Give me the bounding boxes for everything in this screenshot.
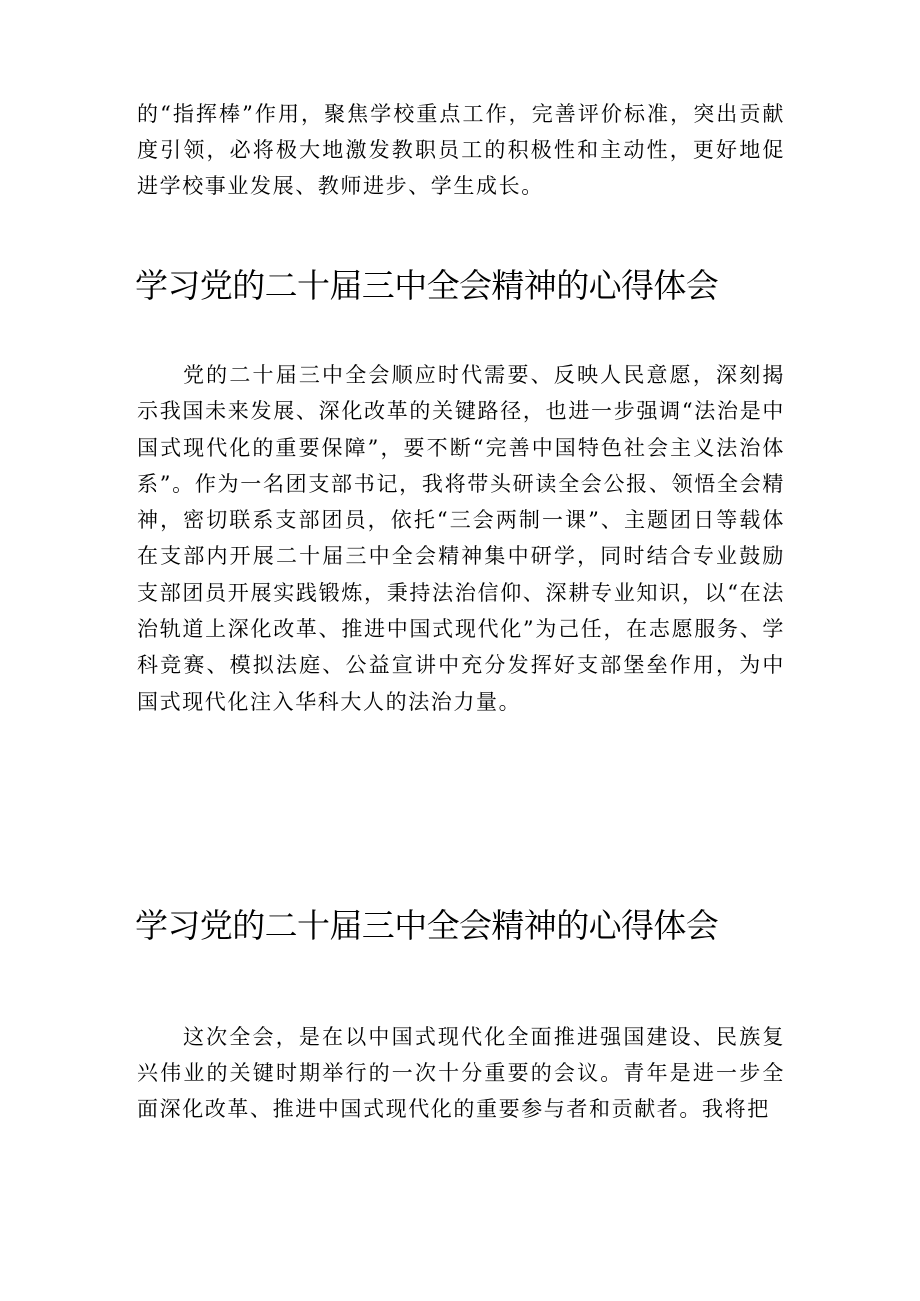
continued-paragraph: 的“指挥棒”作用，聚焦学校重点工作，完善评价标准，突出贡献度引领，必将极大地激发教职员工的积极性和主动性，更好地促进学校事业发展、教师进步、学生成长。 (137, 102, 785, 198)
section-2-paragraph: 这次全会，是在以中国式现代化全面推进强国建设、民族复兴伟业的关键时期举行的一次十分重要的会议。青年是进一步全面深化改革、推进中国式现代化的重要参与者和贡献者。我将把 (137, 1025, 785, 1121)
section-1-paragraph: 党的二十届三中全会顺应时代需要、反映人民意愿，深刻揭示我国未来发展、深化改革的关键路径，也进一步强调“法治是中国式现代化的重要保障”，要不断“完善中国特色社会主义法治体系”。作为一名团支部书记，我将带头研读全会公报、领悟全会精神，密切联系支部团员，依托“三会两制一课”、主题团日等载体在支部内开展二十届三中全会精神集中研学，同时结合专业鼓励支部团员开展实践锻炼，秉持法治信仰、深耕专业知识，以“在法治轨道上深化改革、推进中国式现代化”为己任，在志愿服务、学科竞赛、模拟法庭、公益宣讲中充分发挥好支部堡垒作用，为中国式现代化注入华科大人的法治力量。 (137, 363, 785, 714)
section-heading-1: 学习党的二十届三中全会精神的心得体会 (135, 266, 719, 305)
section-heading-2: 学习党的二十届三中全会精神的心得体会 (135, 906, 719, 945)
